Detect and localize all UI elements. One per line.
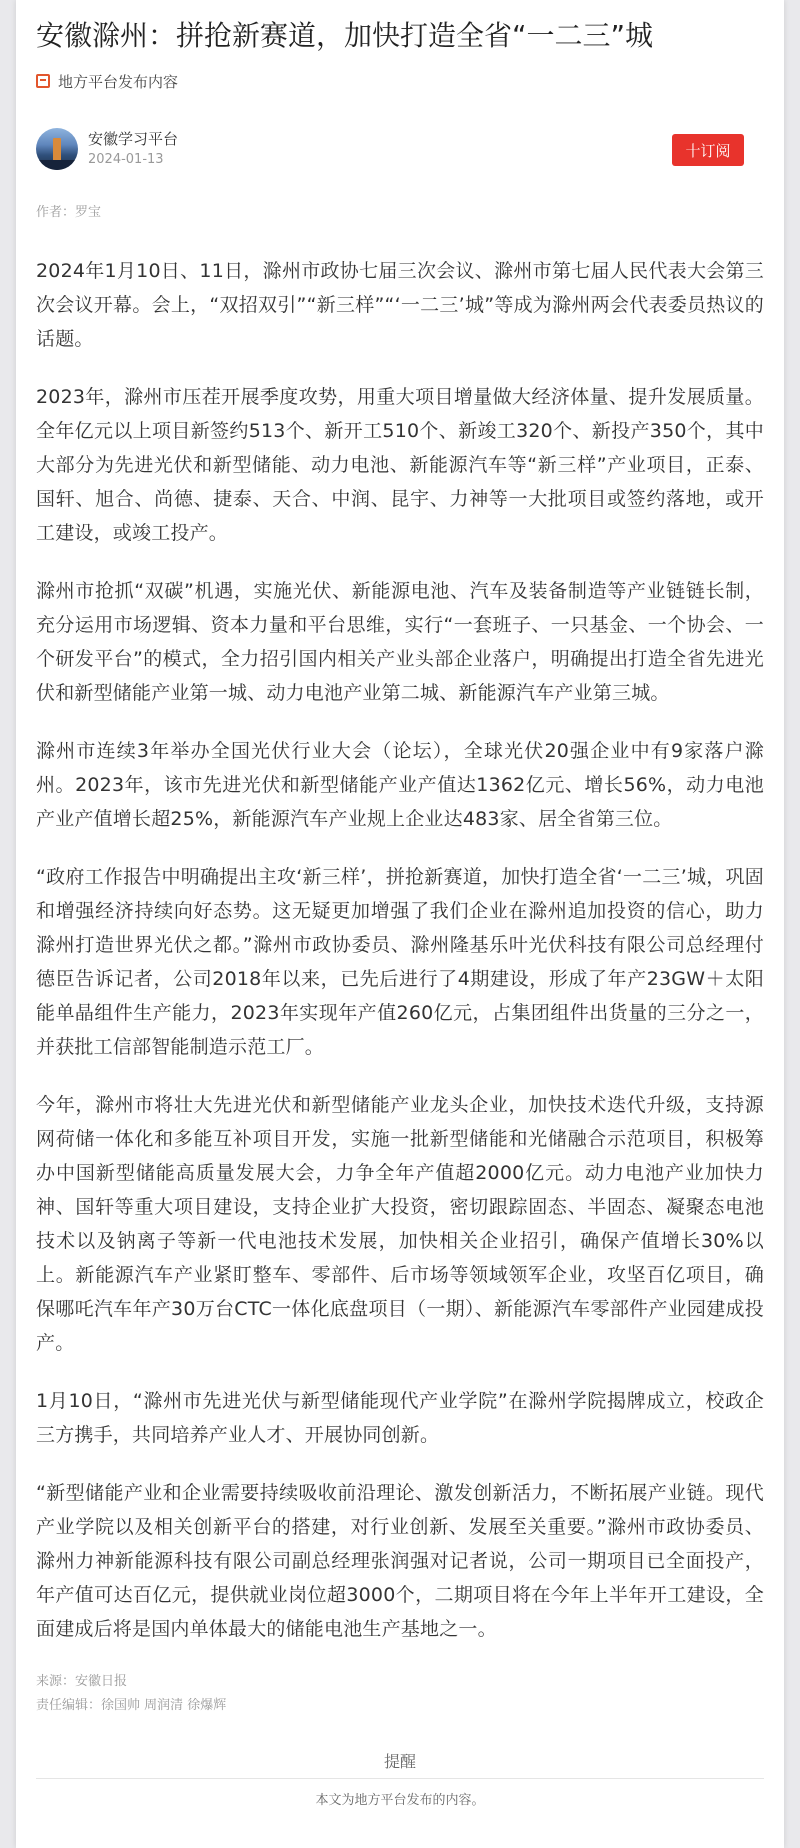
subscribe-button[interactable]: 十订阅 — [672, 134, 744, 166]
notice-section — [36, 1750, 764, 1811]
publisher-row — [36, 124, 764, 174]
editor-footer: 责任编辑：徐国帅 周润清 徐爆辉 — [36, 1698, 227, 1713]
publisher-name[interactable]: 安徽学习平台 — [88, 130, 179, 148]
source-footer: 来源：安徽日报 — [36, 1674, 128, 1689]
article-title: 安徽滁州：拼抢新赛道，加快打造全省“一二三”城 — [36, 19, 654, 52]
article-paragraph: “政府工作报告中明确提出主攻‘新三样’，拼抢新赛道，加快打造全省‘一二三’城，巩固和增强经济持续向好态势。这无疑更加增强了我们企业在滁州追加投资的信心，助力滁州打造世界光伏之都。”滁州市政协委员、滁州隆基乐叶光伏科技有限公司总经理付德臣告诉记者，公司2018年以来，已先后进行了4期建设，形成了年产23GW＋太阳能单晶组件生产能力，2023年实现年产值260亿元，占集团组件出货量的三分之一，并获批工信部智能制造示范工厂。 — [36, 866, 764, 1058]
article-body — [36, 254, 764, 1646]
notice-text: 本文为地方平台发布的内容。 — [315, 1793, 485, 1808]
platform-source-row — [36, 70, 764, 92]
author-byline: 作者：罗宝 — [36, 205, 102, 220]
article-paragraph: 2023年，滁州市压茬开展季度攻势，用重大项目增量做大经济体量、提升发展质量。全年亿元以上项目新签约513个、新开工510个、新竣工320个、新投产350个，其中大部分为先进光伏和新型储能、动力电池、新能源汽车等“新三样”产业项目，正泰、国轩、旭合、尚德、捷泰、天合、中润、昆宇、力神等一大批项目或签约落地，或开工建设，或竣工投产。 — [36, 386, 764, 544]
publisher-avatar[interactable] — [36, 128, 78, 170]
platform-source-label: 地方平台发布内容 — [58, 72, 179, 91]
publish-date: 2024-01-13 — [88, 152, 164, 167]
article-meta — [36, 1670, 764, 1718]
article-paragraph: 2024年1月10日、11日，滁州市政协七届三次会议、滁州市第七届人民代表大会第三次会议开幕。会上，“双招双引”“新三样”“‘一二三’城”等成为滁州两会代表委员热议的话题。 — [36, 260, 764, 350]
article-paragraph: 滁州市抢抓“双碳”机遇，实施光伏、新能源电池、汽车及装备制造等产业链链长制，充分运用市场逻辑、资本力量和平台思维，实行“一套班子、一只基金、一个协会、一个研发平台”的模式，全力招引国内相关产业头部企业落户，明确提出打造全省先进光伏和新型储能产业第一城、动力电池产业第二城、新能源汽车产业第三城。 — [36, 580, 764, 704]
article-paragraph: 今年，滁州市将壮大先进光伏和新型储能产业龙头企业，加快技术迭代升级，支持源网荷储一体化和多能互补项目开发，实施一批新型储能和光储融合示范项目，积极筹办中国新型储能高质量发展大会，力争全年产值超2000亿元。动力电池产业加快力神、国轩等重大项目建设，支持企业扩大投资，密切跟踪固态、半固态、凝聚态电池技术以及钠离子等新一代电池技术发展，加快相关企业招引，确保产值增长30%以上。新能源汽车产业紧盯整车、零部件、后市场等领域领军企业，攻坚百亿项目，确保哪吒汽车年产30万台CTC一体化底盘项目（一期）、新能源汽车零部件产业园建成投产。 — [36, 1094, 764, 1354]
publisher-info — [88, 129, 178, 169]
article-page — [16, 0, 784, 1848]
notice-title: 提醒 — [383, 1752, 416, 1771]
notice-divider — [36, 1778, 764, 1779]
article-paragraph: 滁州市连续3年举办全国光伏行业大会（论坛），全球光伏20强企业中有9家落户滁州。2023年，该市先进光伏和新型储能产业产值达1362亿元、增长56%，动力电池产业产值增长超25%，新能源汽车产业规上企业达483家、居全省第三位。 — [36, 740, 764, 830]
article-paragraph: “新型储能产业和企业需要持续吸收前沿理论、激发创新活力，不断拓展产业链。现代产业学院以及相关创新平台的搭建，对行业创新、发展至关重要。”滁州市政协委员、滁州力神新能源科技有限公司副总经理张润强对记者说，公司一期项目已全面投产，年产值可达百亿元，提供就业岗位超3000个，二期项目将在今年上半年开工建设，全面建成后将是国内单体最大的储能电池生产基地之一。 — [36, 1482, 764, 1640]
document-icon — [36, 74, 50, 88]
article-paragraph: 1月10日，“滁州市先进光伏与新型储能现代产业学院”在滁州学院揭牌成立，校政企三方携手，共同培养产业人才、开展协同创新。 — [36, 1390, 764, 1446]
